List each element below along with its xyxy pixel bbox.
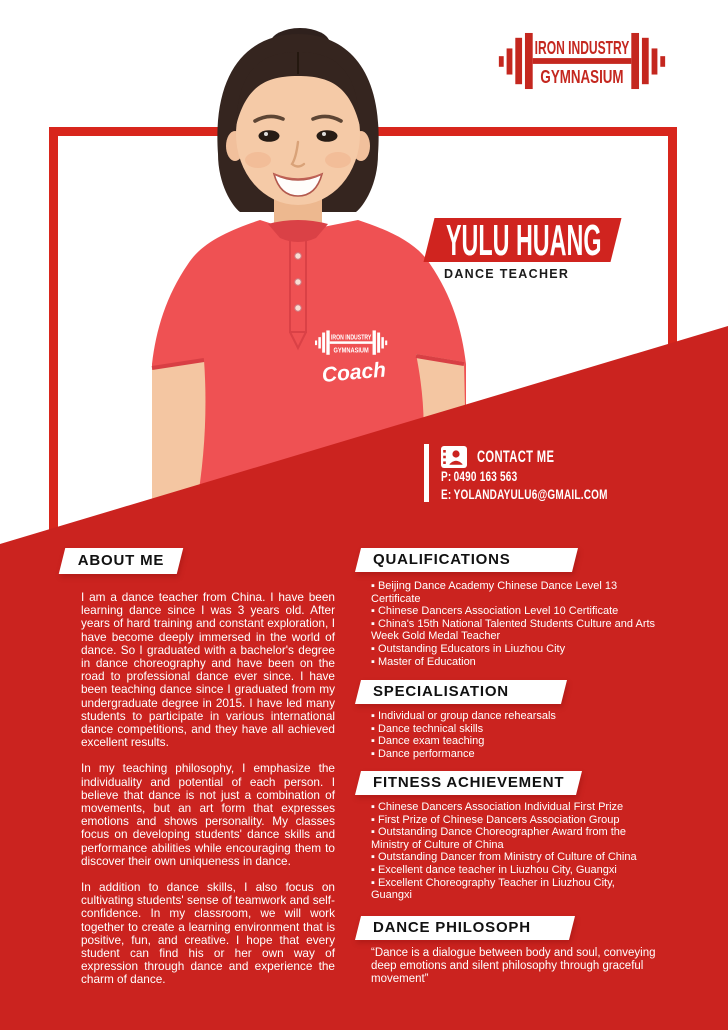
specialisation-item: ▪ Individual or group dance rehearsals [371, 710, 657, 723]
fitness-achievement-item: ▪ First Prize of Chinese Dancers Association Group [371, 814, 657, 827]
contact-email [441, 487, 608, 503]
qualifications-banner [355, 548, 578, 572]
about-me-text [81, 591, 335, 1000]
contact-heading: CONTACT ME [477, 447, 555, 466]
brand-logo [497, 32, 667, 90]
about-me-banner [59, 548, 183, 574]
phone-value: 0490 163 563 [453, 469, 518, 484]
brand-name-line2: GYMNASIUM [540, 66, 624, 88]
specialisation-item: ▪ Dance exam teaching [371, 735, 657, 748]
address-book-icon [441, 446, 467, 468]
qualification-item: ▪ Chinese Dancers Association Level 10 Certificate [371, 605, 657, 618]
chest-logo-line2: GYMNASIUM [333, 345, 369, 355]
specialisation-item: ▪ Dance technical skills [371, 723, 657, 736]
fitness-achievement-item: ▪ Excellent dance teacher in Liuzhou City, Guangxi [371, 864, 657, 877]
phone-label: P: [441, 469, 452, 484]
email-value: YOLANDAYULU6@GMAIL.COM [453, 487, 608, 502]
job-title: DANCE TEACHER [444, 267, 570, 281]
fitness-achievement-heading: FITNESS ACHIEVEMENT [373, 774, 565, 791]
chest-logo-line1: IRON INDUSTRY [330, 332, 372, 342]
fitness-achievement-item: ▪ Outstanding Dancer from Ministry of Culture of China [371, 851, 657, 864]
fitness-achievement-item: ▪ Excellent Choreography Teacher in Liuzhou City, Guangxi [371, 877, 657, 902]
brand-name-line1: IRON INDUSTRY [534, 37, 630, 59]
contact-phone [441, 469, 517, 485]
fitness-achievement-banner [355, 771, 582, 795]
qualification-item: ▪ China's 15th National Talented Students Culture and Arts Week Gold Medal Teacher [371, 618, 657, 643]
contact-accent-bar [424, 444, 429, 502]
qualification-item: ▪ Outstanding Educators in Liuzhou City [371, 643, 657, 656]
about-paragraph: In my teaching philosophy, I emphasize the individuality and potential of each person. I believe that dance is not just a combination of movements, but an art form that expresses emotions and shows personality. My classes focus on developing students' dance skills and performance abilities while encouraging them to discover their own uniqueness in dance. [81, 761, 335, 868]
coach-badge-label: Coach [320, 358, 387, 387]
about-paragraph: In addition to dance skills, I also focus on cultivating students' sense of teamwork and self-confidence. In my classroom, we will work together to create a learning environment that is positive, fun, and creative. I hope that every student can find his or her own way of expression through dance and experience the charm of dance. [81, 880, 335, 987]
qualification-item: ▪ Beijing Dance Academy Chinese Dance Level 13 Certificate [371, 580, 657, 605]
fitness-achievement-item: ▪ Outstanding Dance Choreographer Award from the Ministry of Culture of China [371, 826, 657, 851]
dance-philosophy-quote: “Dance is a dialogue between body and soul, conveying deep emotions and silent philosophy through graceful movement” [371, 947, 656, 985]
fitness-achievement-list [371, 801, 657, 902]
specialisation-banner [355, 680, 567, 704]
about-paragraph: I am a dance teacher from China. I have been learning dance since I was 3 years old. After years of hard training and constant exploration, I have become deeply immersed in the world of dance. So I graduated with a bachelor's degree in dance choreography and have been on the road to professional dance ever since. I have been teaching dance since I graduated from my undergraduate degree in 2015. I have led many students to participate in various international dance competitions, and they have all achieved excellent results. [81, 590, 335, 750]
qualifications-heading: QUALIFICATIONS [373, 551, 511, 568]
qualification-item: ▪ Master of Education [371, 656, 657, 669]
dance-philosophy-banner [355, 916, 575, 940]
qualifications-list [371, 580, 657, 668]
specialisation-heading: SPECIALISATION [373, 683, 509, 700]
fitness-achievement-item: ▪ Chinese Dancers Association Individual First Prize [371, 801, 657, 814]
specialisation-list [371, 710, 657, 760]
dance-philosophy-heading: DANCE PHILOSOPH [373, 919, 531, 936]
email-label: E: [441, 487, 452, 502]
person-name: YULU HUANG [446, 216, 602, 265]
specialisation-item: ▪ Dance performance [371, 748, 657, 761]
about-me-heading: ABOUT ME [77, 552, 165, 569]
